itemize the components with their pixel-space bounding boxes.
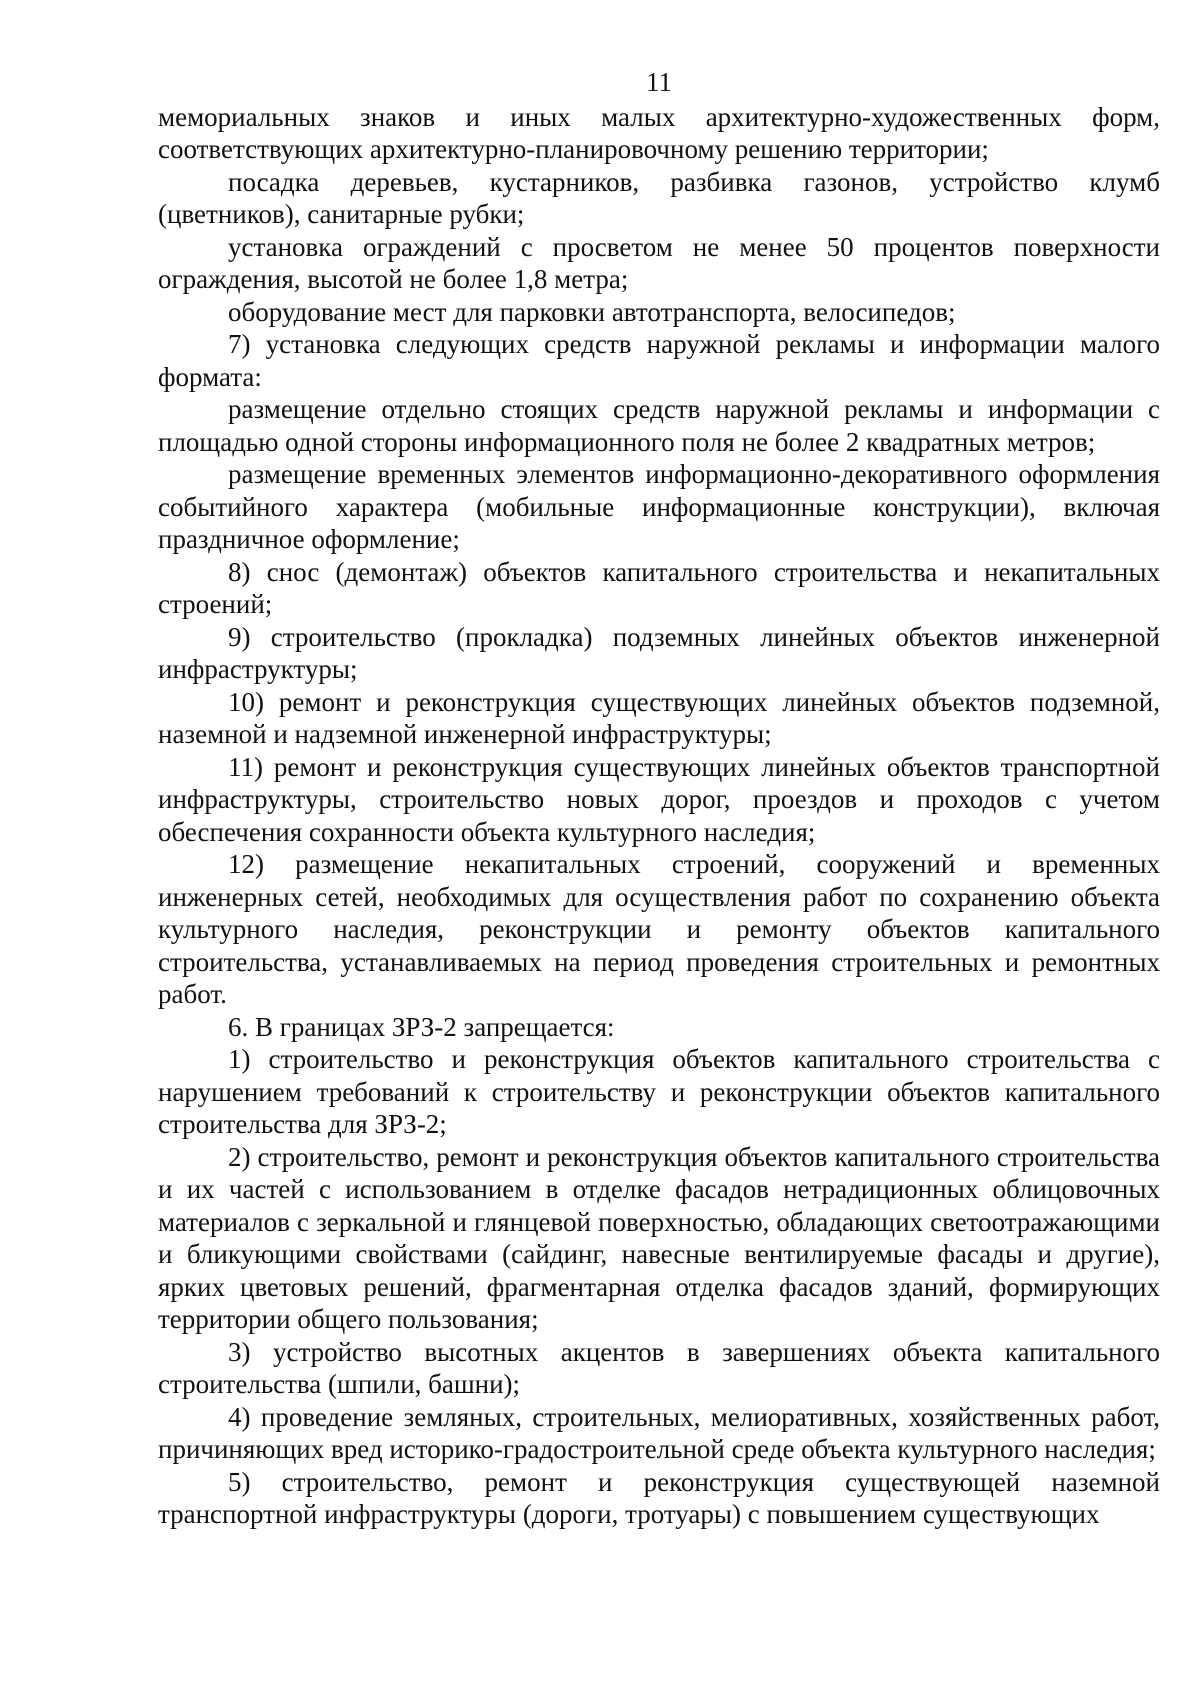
prohibition-item-2: 2) строительство, ремонт и реконструкция объектов капитального строительства и их частей с использованием в отделке фасадов нетрадиционных облицовочных материалов с зеркальной и глянцевой поверхностью, обладающих светоотражающими и бликующими свойствами (сайдинг, навесные вентилируемые фасады и другие), ярких цветовых решений, фрагментарная отделка фасадов зданий, формирующих территории общего пользования; [158, 1141, 1160, 1334]
paragraph-fencing: установка ограждений с просветом не менее 50 процентов поверхности ограждения, высотой не более 1,8 метра; [158, 231, 1160, 294]
section-6-heading: 6. В границах ЗРЗ-2 запрещается: [228, 1011, 615, 1042]
paragraph-parking: оборудование мест для парковки автотранспорта, велосипедов; [228, 296, 956, 327]
paragraph-item-10: 10) ремонт и реконструкция существующих линейных объектов подземной, наземной и надземной инженерной инфраструктуры; [158, 686, 1160, 749]
prohibition-item-1: 1) строительство и реконструкция объектов капитального строительства с нарушением требований к строительству и реконструкции объектов капитального строительства для ЗРЗ-2; [158, 1044, 1160, 1139]
paragraph-item-12: 12) размещение некапитальных строений, сооружений и временных инженерных сетей, необходимых для осуществления работ по сохранению объекта культурного наследия, реконструкции и ремонту объектов капитального строительства, устанавливаемых на период проведения строительных и ремонтных работ. [158, 849, 1160, 1009]
paragraph-item-8: 8) снос (демонтаж) объектов капитального строительства и некапитальных строений; [158, 556, 1160, 619]
document-page [158, 66, 1160, 1531]
prohibition-item-3: 3) устройство высотных акцентов в завершениях объекта капитального строительства (шпили, башни); [158, 1336, 1160, 1399]
paragraph-item-11: 11) ремонт и реконструкция существующих линейных объектов транспортной инфраструктуры, строительство новых дорог, проездов и проходов с учетом обеспечения сохранности объекта культурного наследия; [158, 751, 1160, 847]
paragraph-item-9: 9) строительство (прокладка) подземных линейных объектов инженерной инфраструктуры; [158, 621, 1160, 684]
prohibition-item-4: 4) проведение земляных, строительных, мелиоративных, хозяйственных работ, причиняющих вред историко-градостроительной среде объекта культурного наследия; [158, 1401, 1160, 1464]
prohibition-item-5: 5) строительство, ремонт и реконструкция существующей наземной транспортной инфраструктуры (дороги, тротуары) с повышением существующих [158, 1466, 1160, 1529]
paragraph-continuation: мемориальных знаков и иных малых архитектурно-художественных форм, соответствующих архитектурно-планировочному решению территории; [158, 101, 1160, 164]
paragraph-planting: посадка деревьев, кустарников, разбивка газонов, устройство клумб (цветников), санитарные рубки; [158, 166, 1160, 229]
page-number: 11 [646, 67, 672, 97]
paragraph-item-7-decor: размещение временных элементов информационно-декоративного оформления событийного характера (мобильные информационные конструкции), включая праздничное оформление; [158, 459, 1160, 554]
paragraph-item-7: 7) установка следующих средств наружной рекламы и информации малого формата: [158, 329, 1160, 392]
paragraph-item-7-ads: размещение отдельно стоящих средств наружной рекламы и информации с площадью одной стороны информационного поля не более 2 квадратных метров; [158, 394, 1160, 457]
